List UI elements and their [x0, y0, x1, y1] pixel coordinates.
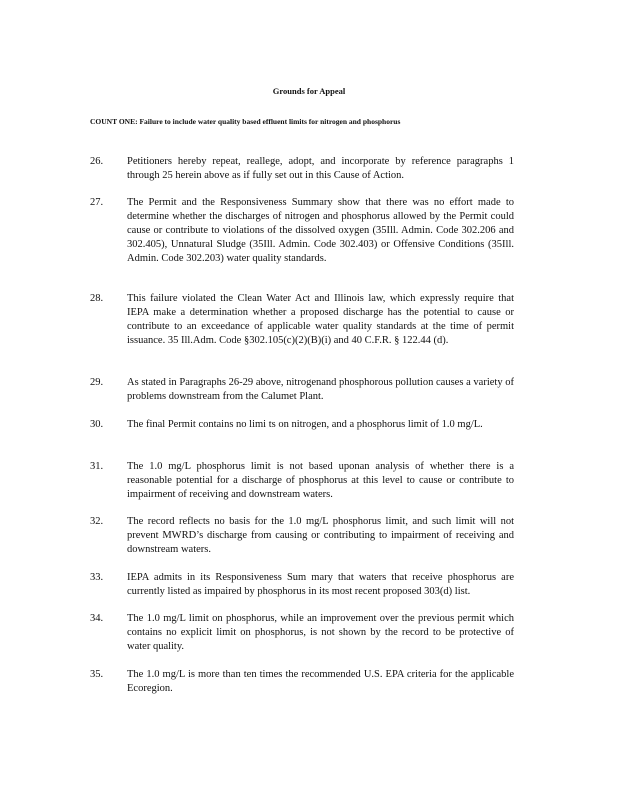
paragraph-text: The final Permit contains no limi ts on nitrogen, and a phosphorus limit of 1.0 mg/L.: [127, 419, 483, 430]
paragraph-number: 30.: [90, 419, 104, 430]
paragraph-number: 29.: [90, 377, 104, 388]
page-title: Grounds for Appeal: [272, 86, 346, 96]
paragraph-text: This failure violated the Clean Water Act and Illinois law, which expressly require that IEPA make a determination whether a proposed discharge has the potential to cause or contribute to an exceedance of applicable water quality standards at the time of permit issuance. 35 Ill.Adm. Code §302.105(c)(2)(B)(i) and 40 C.F.R. § 122.44 (d).: [127, 293, 514, 346]
paragraph-number: 26.: [90, 156, 104, 167]
paragraph-number: 32.: [90, 516, 104, 527]
count-heading: COUNT ONE: Failure to include water quality based effluent limits for nitrogen and phosphorus: [90, 117, 401, 126]
paragraph-text: The 1.0 mg/L phosphorus limit is not based uponan analysis of whether there is a reasonable potential for a discharge of phosphorus at this level to cause or contribute to impairment of receiving and downstream waters.: [127, 461, 514, 500]
paragraph-number: 33.: [90, 572, 104, 583]
paragraph-number: 31.: [90, 461, 104, 472]
paragraph-text: The 1.0 mg/L is more than ten times the recommended U.S. EPA criteria for the applicable Ecoregion.: [127, 669, 514, 694]
paragraph-number: 34.: [90, 613, 104, 624]
paragraph-number: 28.: [90, 293, 104, 304]
paragraph-text: As stated in Paragraphs 26-29 above, nitrogenand phosphorous pollution causes a variety of problems downstream from the Calumet Plant.: [127, 377, 514, 402]
paragraph-text: The 1.0 mg/L limit on phosphorus, while an improvement over the previous permit which contains no explicit limit on phosphorus, is not shown by the record to be protective of water quality.: [127, 613, 514, 652]
paragraph-number: 35.: [90, 669, 104, 680]
paragraph-text: IEPA admits in its Responsiveness Sum mary that waters that receive phosphorus are currently listed as impaired by phosphorus in its most recent proposed 303(d) list.: [127, 572, 514, 597]
paragraph-text: The Permit and the Responsiveness Summary show that there was no effort made to determine whether the discharges of nitrogen and phosphorus allowed by the Permit could cause or contribute to violations of the dissolved oxygen (35Ill. Admin. Code 302.206 and 302.405), Unnatural Sludge (35Ill. Admin. Code 302.403) or Offensive Conditions (35Ill. Admin. Code 302.203) water quality standards.: [127, 197, 514, 264]
paragraph-number: 27.: [90, 197, 104, 208]
paragraph-text: The record reflects no basis for the 1.0 mg/L phosphorus limit, and such limit will not prevent MWRD’s discharge from causing or contributing to impairment of receiving and downstream waters.: [127, 516, 514, 555]
paragraph-text: Petitioners hereby repeat, reallege, adopt, and incorporate by reference paragraphs 1 through 25 herein above as if fully set out in this Cause of Action.: [127, 156, 514, 181]
